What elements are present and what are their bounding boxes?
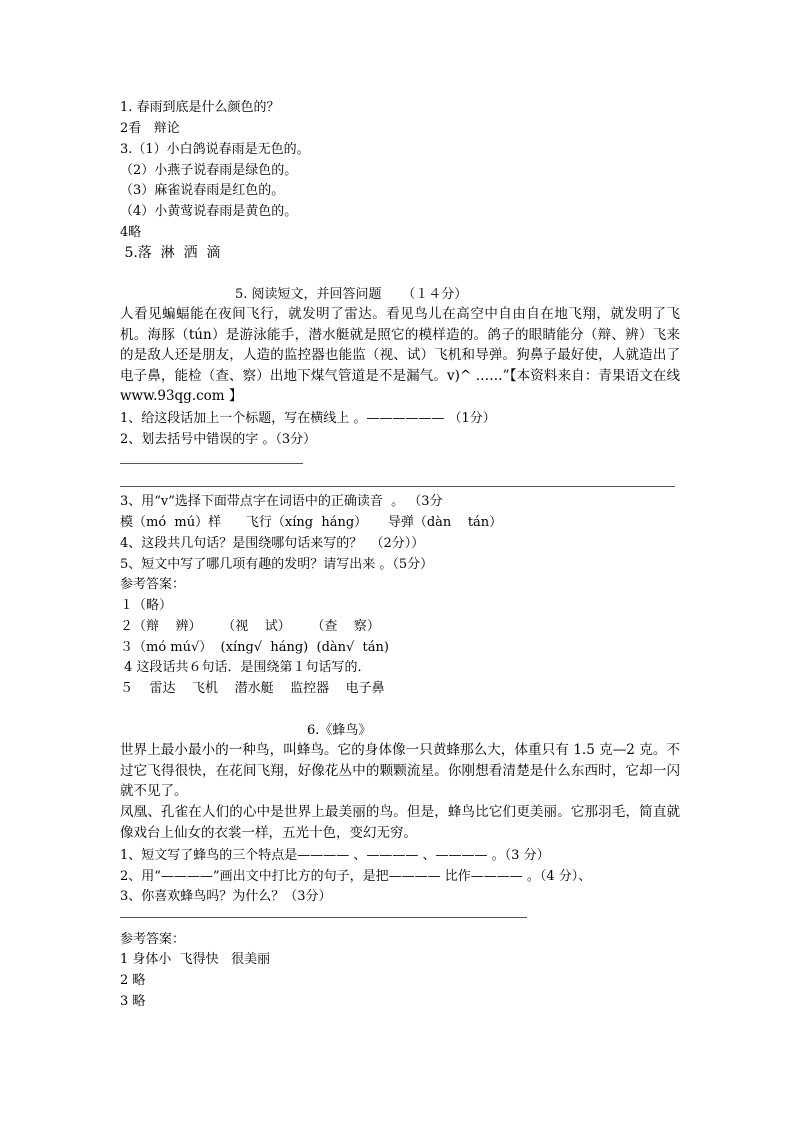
divider-line (120, 486, 675, 487)
answer-line: 1. 春雨到底是什么颜色的？ (120, 100, 280, 115)
answer-line: ２（辩 辨） （视 试） （查 察） (120, 619, 380, 634)
question-options: 模（mó mú）样 飞行（xíng háng） 导弹（dàn tán） (120, 515, 503, 530)
answer-line: １（略） (120, 598, 173, 613)
answer-line: 4 这段话共６句话．是围绕第１句话写的． (120, 660, 371, 675)
answer-line: （3）麻雀说春雨是红色的。 (120, 183, 285, 198)
question: 2、用“————”画出文中打比方的句子，是把———— 比作———— 。（4 分）、 (120, 869, 592, 884)
question: 2、划去括号中错误的字 。（3分） (120, 432, 317, 447)
answer-line: （2）小燕子说春雨是绿色的。 (120, 163, 298, 178)
question: 3、用“v”选择下面带点字在词语中的正确读音 。 （3分 (120, 494, 443, 509)
question: 1、给这段话加上一个标题，写在横线上 。—————— （1分） (120, 411, 496, 426)
answer-line: （4）小黄莺说春雨是黄色的。 (120, 204, 298, 219)
answer-line: 5.落 淋 洒 滴 (120, 245, 221, 261)
section-title: 6.《蜂鸟》 (307, 723, 372, 738)
section-title: 5. 阅读短文，并回答问题 （１４分） (235, 287, 468, 302)
reading-passage: 世界上最小最小的一种鸟，叫蜂鸟。它的身体像一只黄蜂那么大，体重只有 1.5 克—2 克。不过它飞得很快，在花间飞翔，好像花丛中的颗颗流星。你刚想看清楚是什么东西时，它却一闪就不见了。 (120, 742, 680, 800)
question: 4、这段共几句话？是围绕哪句话来写的？ （2分）） (120, 536, 425, 551)
question: 5、短文中写了哪几项有趣的发明？请写出来 。（5分） (120, 557, 434, 572)
answer-label: 参考答案： (120, 577, 186, 592)
answer-line: 4略 (120, 225, 142, 240)
answer-underline (120, 463, 303, 464)
question: 1、短文写了蜂鸟的三个特点是———— 、———— 、———— 。（3 分） (120, 848, 550, 863)
question: 3、你喜欢蜂鸟吗？为什么？（3分） (120, 889, 332, 904)
answer-line: ３（mó mú√） (xíng√ háng) (dàn√ tán) (120, 640, 389, 655)
answer-line: 3.（1）小白鸽说春雨是无色的。 (120, 142, 310, 157)
answer-line: 2 略 (120, 973, 146, 988)
reading-passage: 凤凰、孔雀在人们的心中是世界上最美丽的鸟。但是，蜂鸟比它们更美丽。它那羽毛，简直就像戏台上仙女的衣裳一样，五光十色，变幻无穷。 (120, 804, 680, 841)
answer-underline (120, 917, 527, 918)
reading-passage: 人看见蝙蝠能在夜间飞行，就发明了雷达。看见鸟儿在高空中自由自在地飞翔，就发明了飞机。海豚（tún）是游泳能手，潜水艇就是照它的模样造的。鸽子的眼睛能分（辩、辨）飞来的是敌人还是朋友，人造的监控器也能监（视、试）飞机和导弹。狗鼻子最好使，人就造出了电子鼻，能检（查、察）出地下煤气管道是不是漏气。v)^ ……”【本资料来自：青果语文在线 www.93qg.com 】 (120, 306, 680, 405)
answer-line: 3 略 (120, 994, 146, 1009)
answer-line: 2看 辩论 (120, 121, 180, 136)
answer-line: ５ 雷达 飞机 潜水艇 监控器 电子鼻 (120, 681, 385, 696)
answer-line: 1 身体小 飞得快 很美丽 (120, 952, 271, 967)
answer-label: 参考答案： (120, 932, 186, 947)
